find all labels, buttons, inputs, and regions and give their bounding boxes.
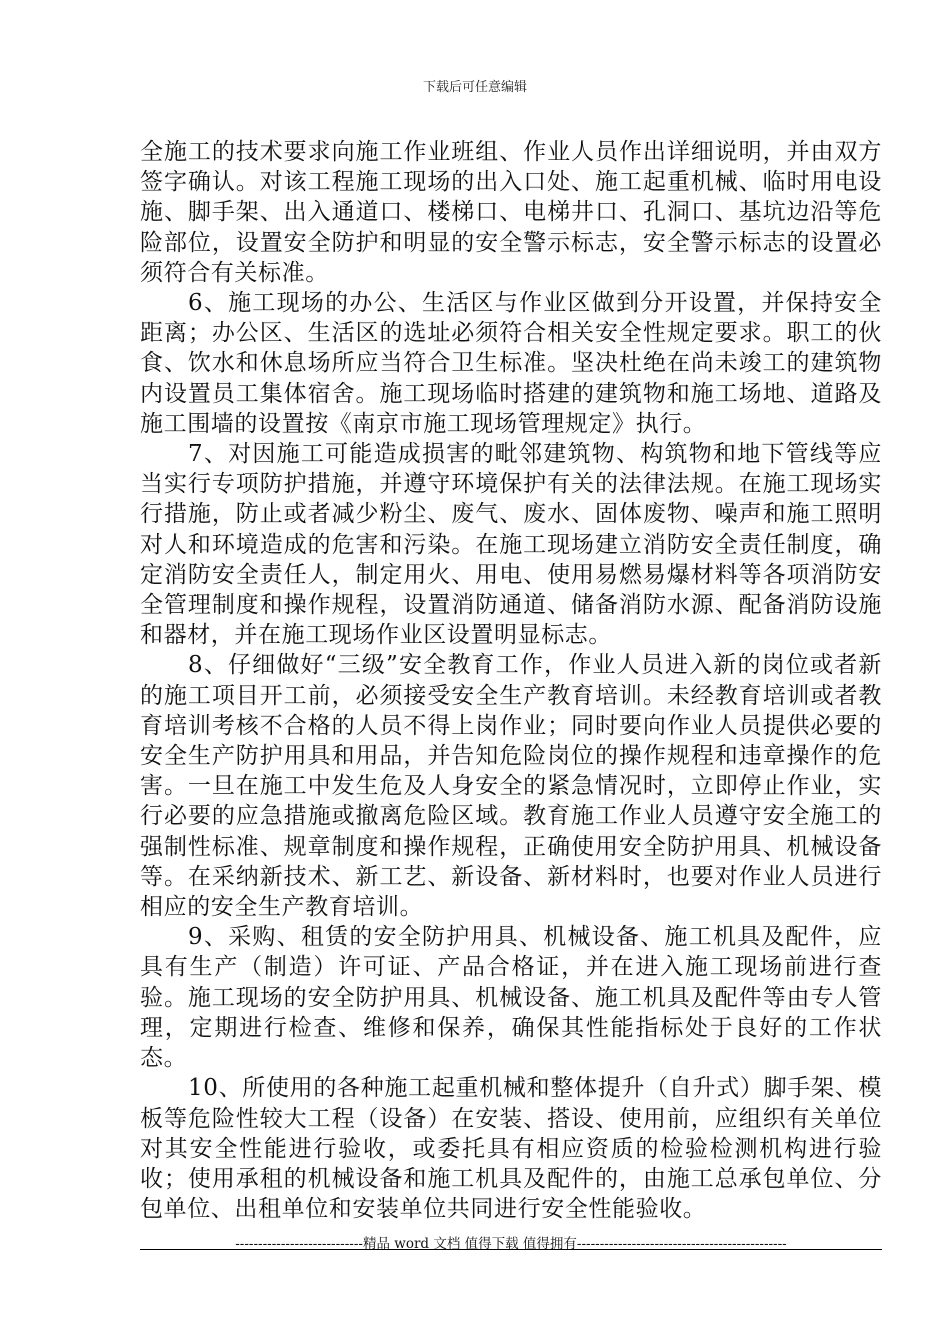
footer-divider xyxy=(140,1249,882,1250)
paragraph-item-7: 7、对因施工可能造成损害的毗邻建筑物、构筑物和地下管线等应当实行专项防护措施，并遵守环境保护有关的法律法规。在施工现场实行措施，防止或者减少粉尘、废气、废水、固体废物、噪声和施工照明对人和环境造成的危害和污染。在施工现场建立消防安全责任制度，确定消防安全责任人，制定用火、用电、使用易燃易爆材料等各项消防安全管理制度和操作规程，设置消防通道、储备消防水源、配备消防设施和器材，并在施工现场作业区设置明显标志。 xyxy=(140,441,882,649)
document-body xyxy=(140,137,882,1224)
paragraph-item-9: 9、采购、租赁的安全防护用具、机械设备、施工机具及配件，应具有生产（制造）许可证、产品合格证，并在进入施工现场前进行查验。施工现场的安全防护用具、机械设备、施工机具及配件等由专人管理，定期进行检查、维修和保养，确保其性能指标处于良好的工作状态。 xyxy=(140,924,882,1072)
page-footer: ----------------------------精品 word 文档 值得下载 值得拥有---------------------------------------------- xyxy=(235,1236,787,1252)
page-header: 下载后可任意编辑 xyxy=(422,80,527,95)
paragraph-continuation: 全施工的技术要求向施工作业班组、作业人员作出详细说明，并由双方签字确认。对该工程施工现场的出入口处、施工起重机械、临时用电设施、脚手架、出入通道口、楼梯口、电梯井口、孔洞口、基坑边沿等危险部位，设置安全防护和明显的安全警示标志，安全警示标志的设置必须符合有关标准。 xyxy=(140,139,882,286)
paragraph-item-8: 8、仔细做好“三级”安全教育工作，作业人员进入新的岗位或者新的施工项目开工前，必须接受安全生产教育培训。未经教育培训或者教育培训考核不合格的人员不得上岗作业；同时要向作业人员提供必要的安全生产防护用具和用品，并告知危险岗位的操作规程和违章操作的危害。一旦在施工中发生危及人身安全的紧急情况时，立即停止作业，实行必要的应急措施或撤离危险区域。教育施工作业人员遵守安全施工的强制性标准、规章制度和操作规程，正确使用安全防护用具、机械设备等。在采纳新技术、新工艺、新设备、新材料时，也要对作业人员进行相应的安全生产教育培训。 xyxy=(140,652,882,921)
paragraph-item-10: 10、所使用的各种施工起重机械和整体提升（自升式）脚手架、模板等危险性较大工程（设备）在安装、搭设、使用前，应组织有关单位对其安全性能进行验收，或委托具有相应资质的检验检测机构进行验收；使用承租的机械设备和施工机具及配件的，由施工总承包单位、分包单位、出租单位和安装单位共同进行安全性能验收。 xyxy=(140,1075,882,1223)
paragraph-item-6: 6、施工现场的办公、生活区与作业区做到分开设置，并保持安全距离；办公区、生活区的选址必须符合相关安全性规定要求。职工的伙食、饮水和休息场所应当符合卫生标准。坚决杜绝在尚未竣工的建筑物内设置员工集体宿舍。施工现场临时搭建的建筑物和施工场地、道路及施工围墙的设置按《南京市施工现场管理规定》执行。 xyxy=(140,290,882,437)
